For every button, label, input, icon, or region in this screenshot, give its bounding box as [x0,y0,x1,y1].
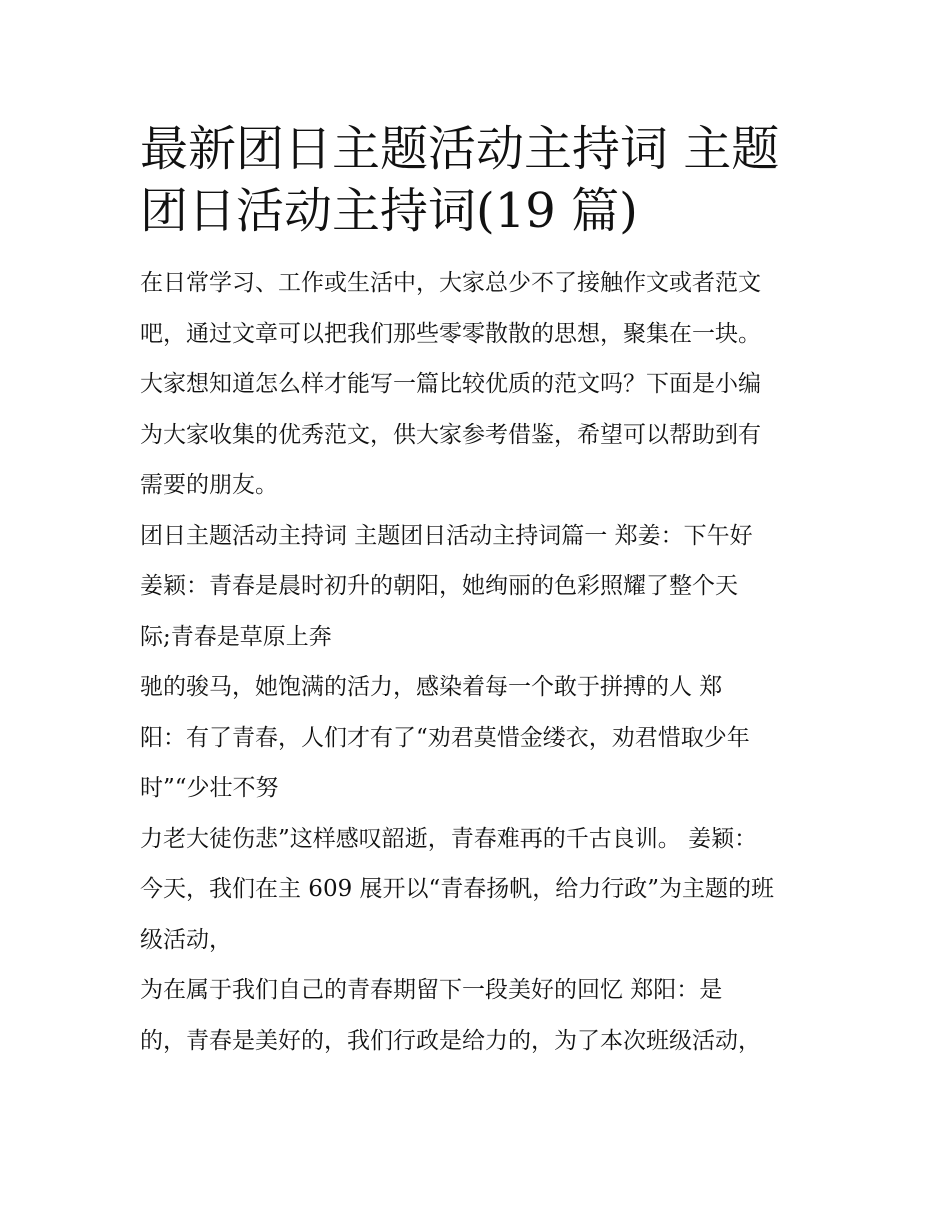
body-line: 级活动， [140,926,232,953]
body-line: 际;青春是草原上奔 [140,623,332,650]
document-title [140,118,815,242]
body-line: 力老大徒伤悲”这样感叹韶逝，青春难再的千古良训。 姜颖： [140,825,758,852]
body-line: 驰的骏马，她饱满的活力，感染着每一个敢于拼搏的人 郑 [140,674,723,700]
body-line: 吧，通过文章可以把我们那些零零散散的思想，聚集在一块。 [140,320,761,347]
body-line: 阳：有了青春，人们才有了“劝君莫惜金缕衣，劝君惜取少年 [140,724,750,751]
body-line: 在日常学习、工作或生活中，大家总少不了接触作文或者范文 [140,270,761,296]
body-line: 为大家收集的优秀范文，供大家参考借鉴，希望可以帮助到有 [140,421,761,448]
body-line: 姜颖：青春是晨时初升的朝阳，她绚丽的色彩照耀了整个天 [140,573,738,599]
body-line: 需要的朋友。 [140,472,278,498]
title-line-2: 团日活动主持词(19 篇) [140,183,638,239]
body-line: 时”“少壮不努 [140,775,279,801]
body-line: 大家想知道怎么样才能写一篇比较优质的范文吗？下面是小编 [140,371,761,397]
document-content [140,118,815,1066]
body-line: 今天，我们在主 609 展开以“青春扬帆，给力行政”为主题的班 [140,876,775,902]
body-line: 团日主题活动主持词 主题团日活动主持词篇一 郑姜：下午好 [140,522,753,549]
body-line: 的，青春是美好的，我们行政是给力的，为了本次班级活动， [140,1027,761,1054]
title-line-1: 最新团日主题活动主持词 主题 [140,121,780,177]
body-line: 为在属于我们自己的青春期留下一段美好的回忆 郑阳：是 [140,977,723,1003]
body-text [140,258,815,1066]
